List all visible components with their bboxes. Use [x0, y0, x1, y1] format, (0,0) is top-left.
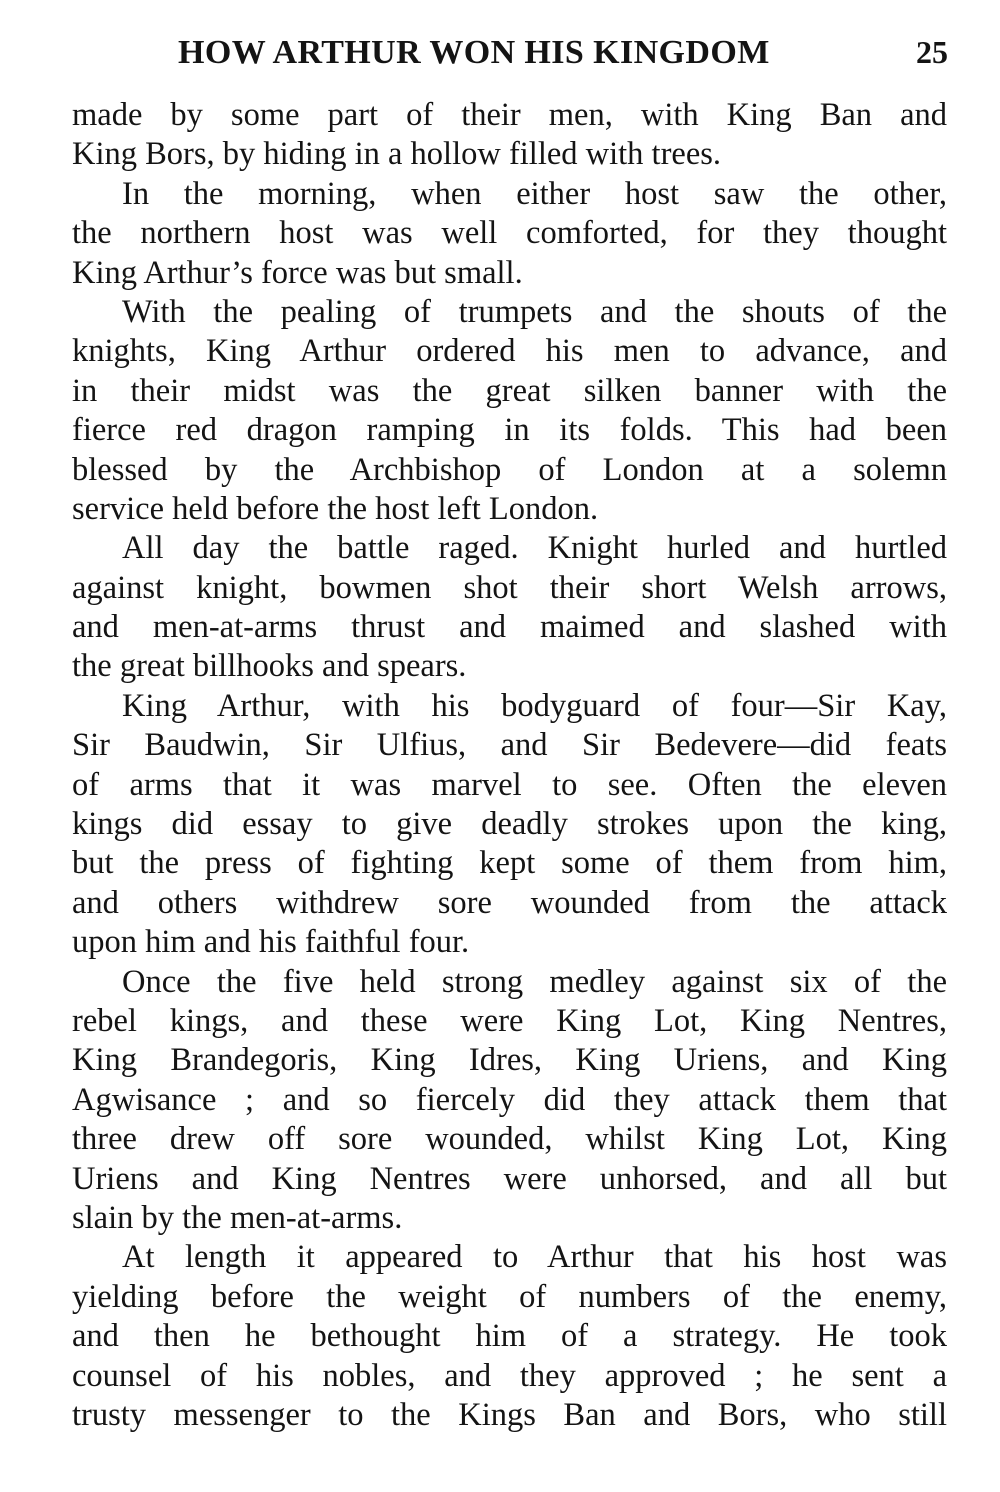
text-line: blessed by the Archbishop of London at a solemn [72, 451, 947, 488]
text-line: yielding before the weight of numbers of the enemy, [72, 1278, 947, 1315]
text-line: and men-at-arms thrust and maimed and slashed with [72, 609, 947, 646]
text-line: Uriens and King Nentres were unhorsed, and all but [72, 1160, 947, 1197]
chapter-title: HOW ARTHUR WON HIS KINGDOM [178, 34, 770, 71]
text-line: of arms that it was marvel to see. Often the eleven [72, 766, 947, 803]
running-head [178, 34, 948, 76]
text-line: upon him and his faithful four. [72, 924, 470, 961]
text-line: Sir Baudwin, Sir Ulfius, and Sir Bedevere—did feats [72, 727, 947, 764]
text-line: King Arthur’s force was but small. [72, 254, 523, 291]
text-line: knights, King Arthur ordered his men to advance, and [72, 333, 947, 370]
page-number: 25 [916, 34, 948, 70]
text-line: King Arthur, with his bodyguard of four—Sir Kay, [122, 687, 947, 724]
text-line: counsel of his nobles, and they approved ; he sent a [72, 1357, 947, 1394]
text-line: made by some part of their men, with King Ban and [72, 97, 947, 133]
text-line: and then he bethought him of a strategy. He took [72, 1318, 947, 1355]
body-text [72, 96, 947, 1435]
text-line: in their midst was the great silken banner with the [72, 372, 947, 409]
text-line: the northern host was well comforted, for they thought [72, 215, 947, 252]
text-line: Once the five held strong medley against six of the [122, 963, 947, 1000]
text-line: fierce red dragon ramping in its folds. This had been [72, 412, 947, 449]
text-line: the great billhooks and spears. [72, 648, 467, 685]
text-line: Agwisance ; and so fiercely did they attack them that [72, 1081, 947, 1118]
text-line: against knight, bowmen shot their short Welsh arrows, [72, 569, 947, 606]
text-line: In the morning, when either host saw the other, [122, 175, 947, 212]
text-line: trusty messenger to the Kings Ban and Bors, who still [72, 1396, 947, 1433]
text-line: With the pealing of trumpets and the shouts of the [122, 293, 947, 330]
text-line: King Brandegoris, King Idres, King Uriens, and King [72, 1042, 947, 1079]
text-line: rebel kings, and these were King Lot, King Nentres, [72, 1002, 947, 1039]
text-line: but the press of fighting kept some of them from him, [72, 845, 947, 882]
text-line: kings did essay to give deadly strokes upon the king, [72, 806, 947, 843]
text-line: and others withdrew sore wounded from the attack [72, 884, 947, 921]
text-line: three drew off sore wounded, whilst King Lot, King [72, 1121, 947, 1158]
text-line: All day the battle raged. Knight hurled and hurtled [122, 530, 947, 567]
text-line: slain by the men-at-arms. [72, 1199, 403, 1236]
text-line: service held before the host left London. [72, 490, 599, 527]
text-line: At length it appeared to Arthur that his host was [122, 1239, 947, 1276]
text-line: King Bors, by hiding in a hollow filled with trees. [72, 136, 722, 173]
